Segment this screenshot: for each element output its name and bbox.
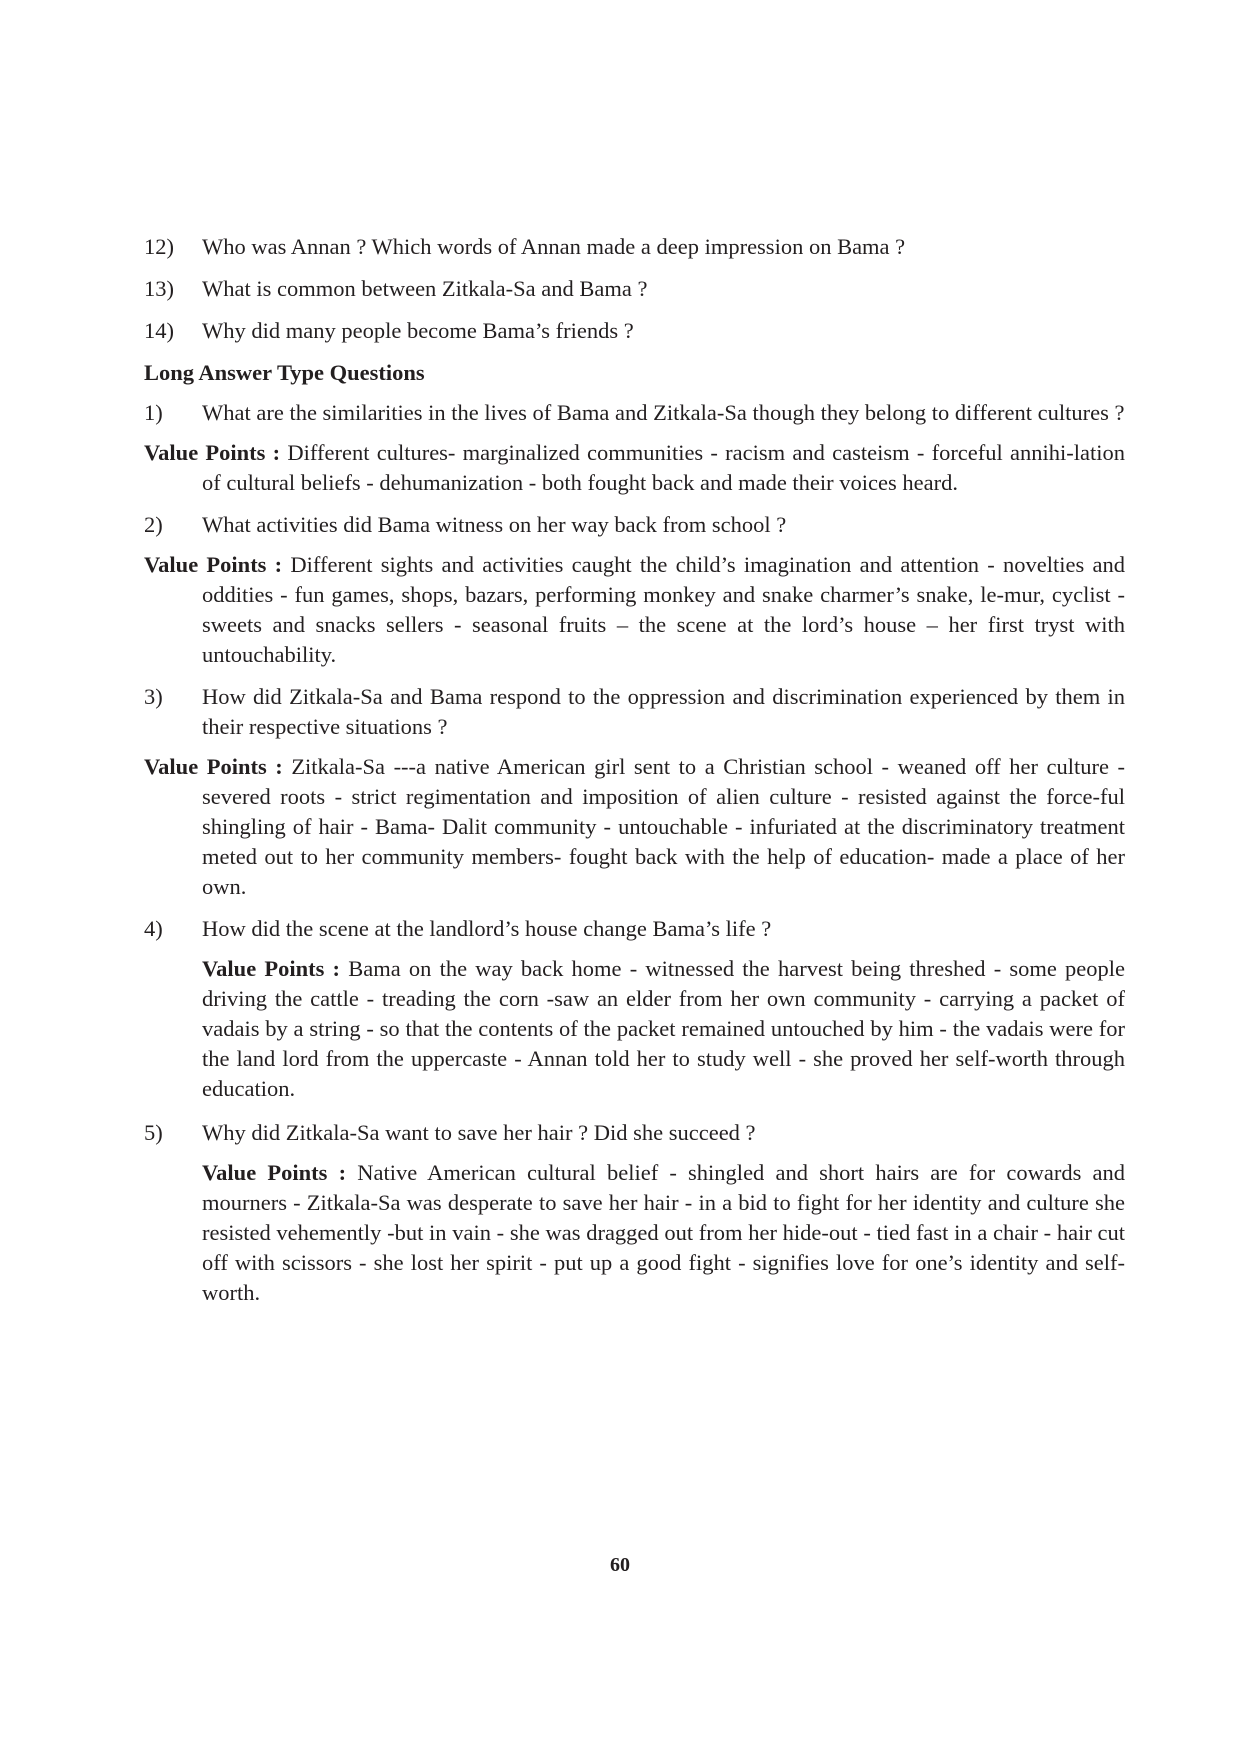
question-number: 13) <box>144 276 174 301</box>
section-heading: Long Answer Type Questions <box>144 360 425 385</box>
value-points-text: Zitkala-Sa ---a native American girl sent to a Christian school - weaned off her culture - severed roots - strict regimentation and imposition of alien culture - resisted against the force-ful shingling of hair - Bama- Dalit community - untouchable - infuriated at the discriminatory treatment meted out to her community members- fought back with the help of education- made a place of her own. <box>202 754 1125 899</box>
question-number: 4) <box>144 916 163 941</box>
question-text: What are the similarities in the lives of Bama and Zitkala-Sa though they belong to different cultures ? <box>202 400 1125 425</box>
short-question-12 <box>144 232 1125 262</box>
question-number: 2) <box>144 512 163 537</box>
value-points-label: Value Points : <box>144 552 291 577</box>
question-text: Why did many people become Bama’s friends ? <box>202 318 634 343</box>
question-text: What activities did Bama witness on her way back from school ? <box>202 512 787 537</box>
question-text: How did the scene at the landlord’s house change Bama’s life ? <box>202 916 772 941</box>
value-points-5 <box>202 1158 1125 1308</box>
page-content <box>144 232 1125 1322</box>
short-question-13 <box>144 274 1125 304</box>
question-number: 1) <box>144 400 163 425</box>
question-number: 14) <box>144 318 174 343</box>
long-question-5 <box>144 1118 1125 1148</box>
value-points-label: Value Points : <box>144 754 292 779</box>
value-points-1 <box>144 438 1125 498</box>
value-points-3 <box>144 752 1125 902</box>
long-question-2 <box>144 510 1125 540</box>
question-text: How did Zitkala-Sa and Bama respond to the oppression and discrimination experienced by them in their respective situations ? <box>202 684 1125 739</box>
question-text: Who was Annan ? Which words of Annan made a deep impression on Bama ? <box>202 234 906 259</box>
question-number: 12) <box>144 234 174 259</box>
value-points-4 <box>202 954 1125 1104</box>
long-question-1 <box>144 398 1125 428</box>
value-points-label: Value Points : <box>144 440 288 465</box>
short-question-14 <box>144 316 1125 346</box>
value-points-text: Native American cultural belief - shingled and short hairs are for cowards and mourners - Zitkala-Sa was desperate to save her hair - in a bid to fight for her identity and culture she resisted vehemently -but in vain - she was dragged out from her hide-out - tied fast in a chair - hair cut off with scissors - she lost her spirit - put up a good fight - signifies love for one’s identity and self-worth. <box>202 1160 1125 1305</box>
value-points-text: Bama on the way back home - witnessed the harvest being threshed - some people driving the cattle - treading the corn -saw an elder from her own community - carrying a packet of vadais by a string - so that the contents of the packet remained untouched by him - the vadais were for the land lord from the uppercaste - Annan told her to study well - she proved her self-worth through education. <box>202 956 1126 1101</box>
value-points-text: Different cultures- marginalized communities - racism and casteism - forceful annihi-lation of cultural beliefs - dehumanization - both fought back and made their voices heard. <box>202 440 1125 495</box>
value-points-label: Value Points : <box>202 956 349 981</box>
question-text: What is common between Zitkala-Sa and Bama ? <box>202 276 648 301</box>
value-points-2 <box>144 550 1125 670</box>
long-question-4 <box>144 914 1125 944</box>
long-question-3 <box>144 682 1125 742</box>
value-points-label: Value Points : <box>202 1160 358 1185</box>
question-number: 5) <box>144 1120 163 1145</box>
page-number: 60 <box>610 1554 630 1576</box>
value-points-text: Different sights and activities caught the child’s imagination and attention - novelties and oddities - fun games, shops, bazars, performing monkey and snake charmer’s snake, le-mur, cyclist - sweets and snacks sellers - seasonal fruits – the scene at the lord’s house – her first tryst with untouchability. <box>202 552 1125 667</box>
question-number: 3) <box>144 684 163 709</box>
question-text: Why did Zitkala-Sa want to save her hair ? Did she succeed ? <box>202 1120 756 1145</box>
